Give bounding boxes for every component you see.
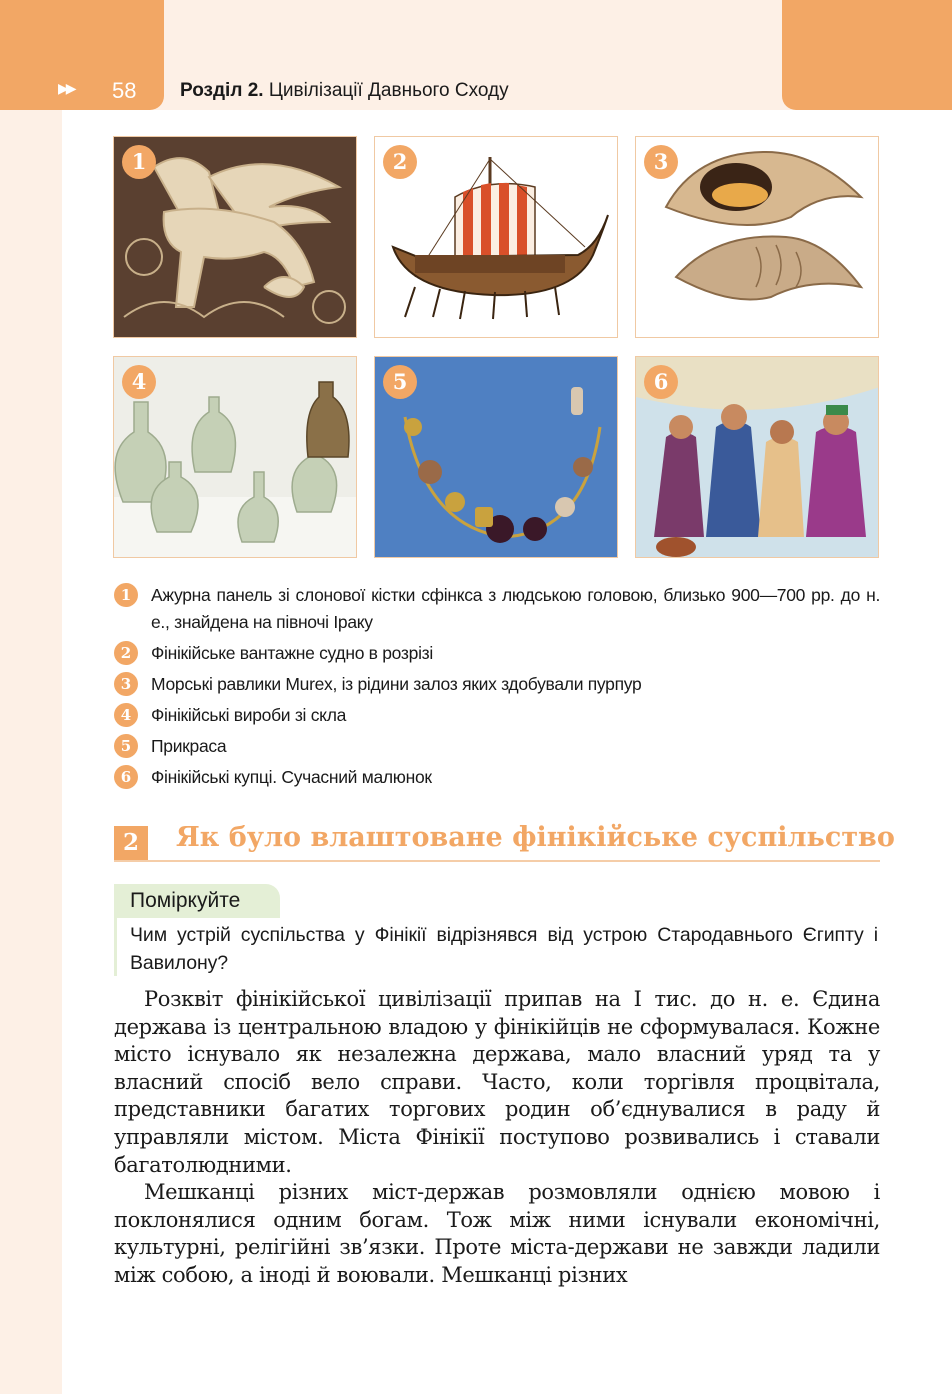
caption-text: Фінікійське вантажне судно в розрізі xyxy=(151,643,433,663)
page-tab-left xyxy=(0,0,164,110)
caption-text: Фінікійські купці. Сучасний малюнок xyxy=(151,767,432,787)
section-label: Розділ 2. xyxy=(180,80,264,101)
think-question: Чим устрій суспільства у Фінікії відрізнявся від устрою Стародавнього Єгипту і Вавилону? xyxy=(130,924,878,974)
left-margin-strip xyxy=(0,0,62,1394)
image-cargo-ship xyxy=(374,136,618,338)
page-number: 58 xyxy=(112,78,137,103)
image-necklace xyxy=(374,356,618,558)
tile-badge: 1 xyxy=(122,145,156,179)
page-tab-right xyxy=(782,0,952,110)
double-arrow-icon: ▶▶ xyxy=(58,80,74,96)
caption-number: 6 xyxy=(114,765,138,789)
paragraph: Розквіт фінікійської цивілізації припав на І тис. до н. е. Єдина держава із центральною владою у фінікійців не сформувалася. Кожне місто існувало як незалежна держава, мало власний уряд та у власний спосіб вело справи. Часто, коли торгівля процвітала, представники багатих торгових родин об’єднувалися в раду й управляли містом. Міста Фінікії поступово розвивались і ставали багатолюдними. xyxy=(114,987,880,1177)
think-label-box xyxy=(114,884,280,918)
caption-number: 5 xyxy=(114,734,138,758)
caption-number: 1 xyxy=(114,583,138,607)
image-murex-shells xyxy=(635,136,879,338)
caption-text: Прикраса xyxy=(151,736,227,756)
body-text xyxy=(114,986,880,1290)
section-title-head: Цивілізації Давнього Сходу xyxy=(268,80,509,101)
tile-badge: 6 xyxy=(644,365,678,399)
caption-item xyxy=(114,733,880,760)
tile-badge: 3 xyxy=(644,145,678,179)
caption-number: 2 xyxy=(114,641,138,665)
caption-number: 3 xyxy=(114,672,138,696)
caption-list xyxy=(114,582,880,795)
section-number: 2 xyxy=(114,826,148,860)
section-heading: Як було влаштоване фінікійське суспільство xyxy=(176,822,895,853)
tile-badge: 2 xyxy=(383,145,417,179)
paragraph: Мешканці різних міст-держав розмовляли однією мовою і поклонялися одним богам. Тож між ними існували економічні, культурні, релігійні зв’язки. Проте міста-держави не завжди ладили між собою, а іноді й воювали. Мешканці різних xyxy=(114,1180,880,1287)
caption-item xyxy=(114,640,880,667)
think-bar xyxy=(114,918,117,976)
tile-badge: 4 xyxy=(122,365,156,399)
section-divider xyxy=(114,860,880,862)
image-sphinx-panel xyxy=(113,136,357,338)
caption-text: Морські равлики Murex, із рідини залоз яких здобували пурпур xyxy=(151,674,642,694)
caption-text: Ажурна панель зі слонової кістки сфінкса з людською головою, близько 900—700 рр. до н. е., знайдена на півночі Іраку xyxy=(151,585,880,632)
running-head xyxy=(180,80,509,102)
caption-item xyxy=(114,671,880,698)
caption-number: 4 xyxy=(114,703,138,727)
caption-item xyxy=(114,582,880,636)
image-glass-vessels xyxy=(113,356,357,558)
image-merchants xyxy=(635,356,879,558)
caption-text: Фінікійські вироби зі скла xyxy=(151,705,347,725)
think-label: Поміркуйте xyxy=(130,889,241,912)
tile-badge: 5 xyxy=(383,365,417,399)
caption-item xyxy=(114,702,880,729)
caption-item xyxy=(114,764,880,791)
